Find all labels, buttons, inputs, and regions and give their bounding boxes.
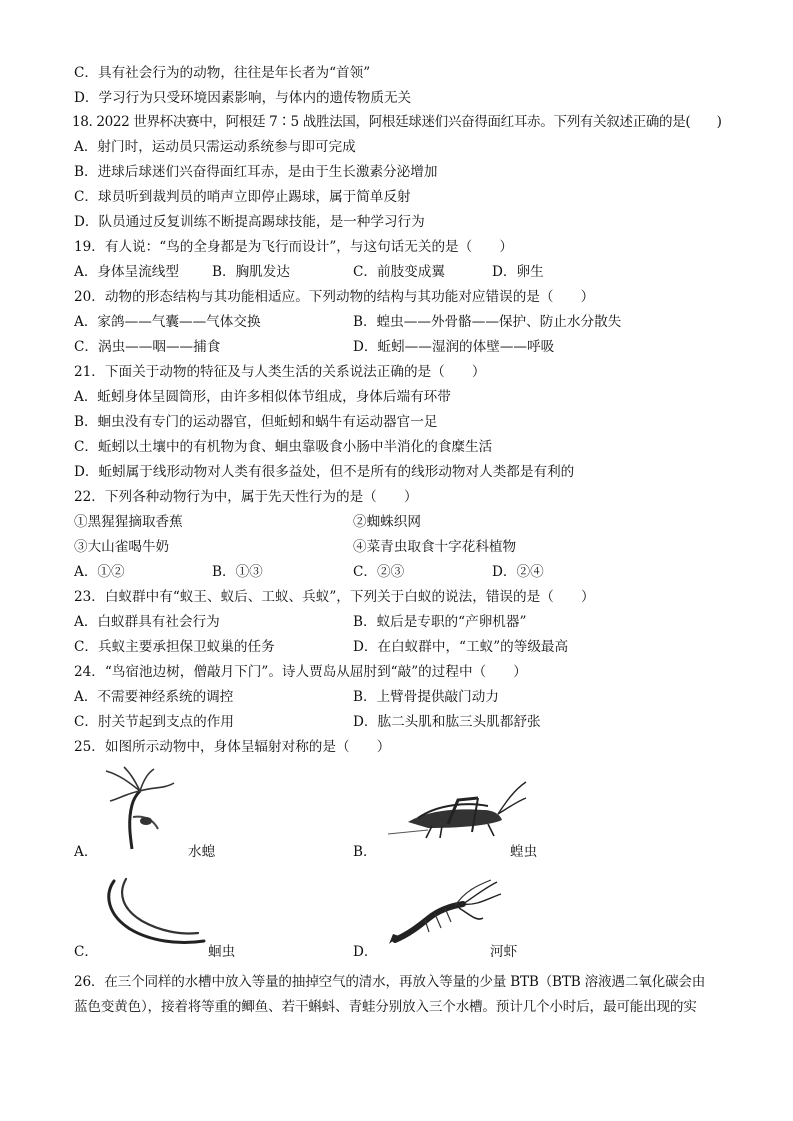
q26-stem-line-1: 26．在三个同样的水槽中放入等量的抽掉空气的清水，再放入等量的少量 BTB（BTB 溶液遇二氧化碳会由 [74,974,706,990]
q25-option-a-name: 水螅 [188,844,216,860]
q25-option-d: D． [353,944,378,960]
q25-option-d-name: 河虾 [490,944,518,960]
q21-option-b: B．蛔虫没有专门的运动器官，但蚯蚓和蜗牛有运动器官一足 [74,414,438,430]
q24-option-c: C．肘关节起到支点的作用 [74,714,234,730]
q22-option-a: A．①② [74,564,125,580]
grasshopper-drawing [388,780,528,840]
q26-stem-line-2: 蓝色变黄色），接着将等重的鲫鱼、若干蝌蚪、青蛙分别放入三个水槽。预计几个小时后，最可能出现的实 [74,999,697,1015]
hydra-drawing [100,765,190,853]
q22-option-d: D．②④ [492,564,544,580]
q17-option-d: D．学习行为只受环境因素影响，与体内的遗传物质无关 [74,90,412,106]
q25-option-b-name: 蝗虫 [510,844,538,860]
q18-option-b: B．进球后球迷们兴奋得面红耳赤，是由于生长激素分泌增加 [74,164,438,180]
q25-stem: 25．如图所示动物中，身体呈辐射对称的是（ ） [74,739,391,755]
q20-option-d: D．蚯蚓——湿润的体壁——呼吸 [353,339,555,355]
q25-option-c: C． [74,944,98,960]
q22-item-1: ①黑猩猩摘取香蕉 [74,514,183,530]
q22-option-b: B．①③ [212,564,263,580]
q21-option-a: A．蚯蚓身体呈圆筒形，由许多相似体节组成，身体后端有环带 [74,389,451,405]
q21-stem: 21．下面关于动物的特征及与人类生活的关系说法正确的是（ ） [74,364,486,380]
q22-item-2: ②蜘蛛织网 [353,514,421,530]
q19-option-b: B．胸肌发达 [212,264,290,280]
q23-option-d: D．在白蚁群中，“工蚁”的等级最高 [353,639,569,655]
q21-option-d: D．蚯蚓属于线形动物对人类有很多益处，但不是所有的线形动物对人类都是有利的 [74,464,575,480]
q18-option-a: A．射门时，运动员只需运动系统参与即可完成 [74,139,356,155]
q18-stem: 18. 2022 世界杯决赛中，阿根廷 7∶5 战胜法国，阿根廷球迷们兴奋得面红耳赤。下列有关叙述正确的是( ) [72,114,722,130]
q19-option-c: C．前肢变成翼 [353,264,445,280]
q19-option-d: D．卵生 [492,264,544,280]
q23-option-a: A．白蚁群具有社会行为 [74,614,220,630]
q24-stem: 24．“鸟宿池边树，僧敲月下门”。诗人贾岛从屈肘到“敲”的过程中（ ） [74,664,527,680]
q22-option-c: C．②③ [353,564,405,580]
q20-option-b: B．蝗虫——外骨骼——保护、防止水分散失 [353,314,622,330]
q19-option-a: A．身体呈流线型 [74,264,179,280]
q22-stem: 22．下列各种动物行为中，属于先天性行为的是（ ） [74,489,418,505]
q22-item-3: ③大山雀喝牛奶 [74,539,170,555]
q21-option-c: C．蚯蚓以土壤中的有机物为食、蛔虫靠吸食小肠中半消化的食糜生活 [74,439,493,455]
q23-option-c: C．兵蚁主要承担保卫蚁巢的任务 [74,639,275,655]
q20-option-a: A．家鸽——气囊——气体交换 [74,314,261,330]
shrimp-drawing [385,878,505,948]
q19-stem: 19．有人说：“鸟的全身都是为飞行而设计”，与这句话无关的是（ ） [74,239,514,255]
q20-option-c: C．涡虫——咽——捕食 [74,339,221,355]
q25-option-b: B． [353,844,377,860]
q17-option-c: C．具有社会行为的动物，往往是年长者为“首领” [74,65,371,81]
q25-option-a: A． [74,844,98,860]
q22-item-4: ④菜青虫取食十字花科植物 [353,539,517,555]
q23-stem: 23．白蚁群中有“蚁王、蚁后、工蚁、兵蚁”，下列关于白蚁的说法，错误的是（ ） [74,589,595,605]
q23-option-b: B．蚁后是专职的“产卵机器” [353,614,527,630]
q24-option-b: B．上臂骨提供敲门动力 [353,689,499,705]
q20-stem: 20．动物的形态结构与其功能相适应。下列动物的结构与其功能对应错误的是（ ） [74,289,595,305]
q18-option-d: D．队员通过反复训练不断提高踢球技能，是一种学习行为 [74,214,425,230]
q24-option-a: A．不需要神经系统的调控 [74,689,234,705]
q25-option-c-name: 蛔虫 [208,944,236,960]
q18-option-c: C．球员听到裁判员的哨声立即停止踢球，属于简单反射 [74,189,411,205]
roundworm-drawing [100,875,210,947]
q24-option-d: D．肱二头肌和肱三头肌都舒张 [353,714,541,730]
